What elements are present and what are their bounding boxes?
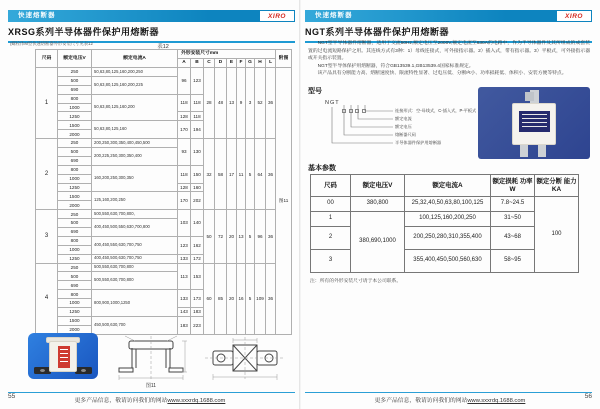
table-cell: 1000 <box>58 245 92 254</box>
table-cell: 2000 <box>58 201 92 210</box>
table-cell: 3 <box>311 250 351 273</box>
intro-paragraph: NGT型半导体保护用熔断器，符合GB13539.1,GB13539.4国家标准规定。 <box>317 63 474 69</box>
table-cell: 13 <box>237 210 246 263</box>
table-cell: 93 <box>178 139 191 166</box>
table-cell: 194 <box>191 121 204 139</box>
table-cell: 380,800 <box>351 197 405 212</box>
table-cell: 202 <box>191 192 204 210</box>
table-cell: 36 <box>266 68 276 139</box>
header-bar <box>305 10 592 22</box>
table-cell: 1500 <box>58 121 92 130</box>
table-cell: 额定电流A <box>405 175 491 197</box>
dimensions-table <box>35 49 291 335</box>
table-cell: 1250 <box>58 112 92 121</box>
header-tab-label: 快速熔断器 <box>315 12 353 19</box>
table-cell: 2 <box>311 227 351 250</box>
table-cell: 11 <box>237 139 246 210</box>
table-cell: B <box>191 59 204 68</box>
table-cell: 4 <box>36 263 58 334</box>
table-cell: 1250 <box>58 183 92 192</box>
model-code: NGT <box>325 100 340 106</box>
footer-rule <box>305 392 592 393</box>
table-cell: 450,500,630,700 <box>92 316 178 334</box>
table-cell: 00 <box>311 197 351 212</box>
footer-text <box>300 395 600 404</box>
table-cell: 36 <box>266 263 276 334</box>
table-cell: 36 <box>266 139 276 210</box>
fuse-red-label <box>58 346 70 368</box>
table-cell: H <box>255 59 266 68</box>
table-cell: 173 <box>191 290 204 308</box>
table-cell: 800 <box>58 94 92 103</box>
table-cell: 143 <box>178 308 191 317</box>
table-cell: 170 <box>178 121 191 139</box>
model-label: 半导体器件保护用熔断器 <box>395 140 442 145</box>
table-cell: 50 <box>204 210 215 263</box>
page-number: 55 <box>8 393 16 400</box>
table-cell: 500 <box>58 272 92 281</box>
table-cell: 162 <box>191 236 204 254</box>
table-cell: 123 <box>191 68 204 95</box>
table-cell: 500,550,630,700,800 <box>92 272 178 290</box>
model-label: 额定电流 <box>395 116 412 121</box>
table-cell: 800,900,1000,1250 <box>92 290 178 317</box>
brand-logo <box>260 11 294 21</box>
table-cell: 690 <box>58 228 92 237</box>
table-cell: 2000 <box>58 325 92 334</box>
table-cell: 400,450,500,550,630,700,800 <box>92 219 178 237</box>
model-labels <box>395 108 476 148</box>
table-row <box>311 175 579 197</box>
table-cell: 28 <box>204 68 215 139</box>
table-row <box>36 68 292 77</box>
table-cell: 250 <box>58 68 92 77</box>
table-cell: 7.8~24.5 <box>491 197 535 212</box>
table-cell: A <box>178 59 191 68</box>
table-cell: 额定分断 能力KA <box>535 175 579 197</box>
table-cell: 200,250,300,350,400,450,500 <box>92 139 178 148</box>
table-cell: 250 <box>58 263 92 272</box>
table-row <box>36 50 292 59</box>
brand-logo <box>557 11 591 21</box>
table-cell: 690 <box>58 281 92 290</box>
table-cell: 1500 <box>58 316 92 325</box>
fuse-blade-bottom-left <box>520 145 528 157</box>
table-cell: 400,450,550,630,700,750 <box>92 236 178 254</box>
table-cell: 1 <box>36 68 58 139</box>
table-cell: 500 <box>58 219 92 228</box>
fuse-label <box>519 111 550 132</box>
brand-logo-text: XIRO <box>565 13 583 20</box>
fuse-blade-bottom-right <box>538 145 546 157</box>
table-cell: 170 <box>178 192 191 210</box>
table-cell: 800 <box>58 236 92 245</box>
table-reference-note: (螺栓体M型快速熔断器外形安装尺寸见表12 <box>10 41 93 46</box>
table-cell: 5 <box>246 210 255 263</box>
table-cell: 160,200,250,300,350 <box>92 165 178 192</box>
page-number: 56 <box>584 393 592 400</box>
table-cell: 1250 <box>58 308 92 317</box>
table-cell: 100 <box>535 197 579 273</box>
table-cell: 183 <box>178 316 191 334</box>
table-cell: E <box>227 59 237 68</box>
table-cell: 2 <box>36 139 58 210</box>
footer-text <box>0 395 300 404</box>
fuse-top-drawing <box>203 335 287 381</box>
brand-logo-text: XIRO <box>268 13 286 20</box>
table-cell: 外形安装尺寸mm <box>178 50 276 59</box>
table-cell: 额定损耗 功率W <box>491 175 535 197</box>
table-cell: 50,63,80,125,160,200,250 <box>92 68 178 77</box>
header-bar <box>8 10 295 22</box>
table-cell: 尺码 <box>311 175 351 197</box>
table-cell: 118 <box>178 94 191 112</box>
table-cell: 31~50 <box>491 212 535 227</box>
table-cell: 50,63,80,125,160,200,225 <box>92 76 178 94</box>
table-cell: 图11 <box>276 68 292 335</box>
params-heading: 基本参数 <box>308 165 336 172</box>
table-cell: G <box>246 59 255 68</box>
table-cell: 32 <box>204 139 215 210</box>
footer-rule <box>8 392 295 393</box>
table-cell: 109 <box>255 263 266 334</box>
page-right <box>300 0 600 409</box>
table-cell: 113 <box>178 263 191 290</box>
table-cell: 50,63,80,125,160,200 <box>92 94 178 121</box>
fuse-foot-right <box>75 367 92 374</box>
table-cell: 1000 <box>58 103 92 112</box>
table-cell: 13 <box>227 68 237 139</box>
table-cell: 103 <box>178 210 191 237</box>
table-cell: 36 <box>266 210 276 263</box>
table-cell: 5 <box>246 263 255 334</box>
table-cell: 118 <box>191 94 204 112</box>
table-cell: 250 <box>58 139 92 148</box>
table-cell: 1000 <box>58 174 92 183</box>
fuse-body <box>512 103 556 145</box>
table-row <box>36 210 292 219</box>
table-cell: 800 <box>58 165 92 174</box>
intro-paragraph: 该产品具有分断能力高、熔断速度快、限流特性显著、过电压低、分断I²t小、功率损耗低、体积小、安装方便等特点。 <box>317 71 567 77</box>
intro-paragraph: NGT型半导体器件熔断器，适用于交流50Hz,额定电压至2000V,额定电流至630A的电路中，作为半导体器件及其所组成的成套装置的过电流短路保护之用。其连线方式有3种：1）母线连接式，可外接指示器。2）插入式，带有指示器。3）平板式，可外接指示器或开关指示装置。 <box>308 41 590 62</box>
page-title: XRSG系列半导体器件保护用熔断器 <box>8 25 295 43</box>
table-cell: 133 <box>178 254 191 263</box>
table-cell: 160 <box>191 183 204 192</box>
table-cell: L <box>266 59 276 68</box>
table-cell: 17 <box>227 139 237 210</box>
table-cell: 85 <box>215 263 227 334</box>
footer-url: www.sxxrdq.1688.com <box>467 398 526 404</box>
fuse-body <box>49 341 77 372</box>
table-cell: 200,225,250,300,350,400 <box>92 148 178 166</box>
table-cell: 100,125,160,200,250 <box>405 212 491 227</box>
table-cell: F <box>237 59 246 68</box>
table-cell: 500,550,630,700,800 <box>92 263 178 272</box>
product-photo-ngt <box>478 87 590 159</box>
table-cell: 3 <box>246 68 255 139</box>
footer-url: www.sxxrdq.1688.com <box>167 398 226 404</box>
table-cell: 130 <box>191 139 204 166</box>
table-cell: 133 <box>178 290 191 308</box>
footer-prefix: 更多产品信息，敬请访问我们的网站 <box>374 398 468 404</box>
table-cell: 52 <box>255 68 266 139</box>
table-cell: 额定电流A <box>92 50 178 68</box>
table-cell: D <box>215 59 227 68</box>
footer-prefix: 更多产品信息，敬请访问我们的网站 <box>74 398 168 404</box>
table-cell: 96 <box>178 68 191 95</box>
product-photo-xrsg <box>28 333 98 379</box>
table-cell: 16 <box>237 263 246 334</box>
table-cell: 250 <box>58 210 92 219</box>
table-cell: 1 <box>311 212 351 227</box>
table-cell: 3 <box>36 210 58 263</box>
table-cell: 附图 <box>276 50 292 68</box>
table-cell: 500,550,630,700,800, <box>92 210 178 219</box>
table-cell: 690 <box>58 156 92 165</box>
table-row <box>311 197 579 212</box>
table-cell: 20 <box>227 263 237 334</box>
table-cell: 1250 <box>58 254 92 263</box>
table-cell: 150 <box>191 165 204 183</box>
table-cell: 1000 <box>58 299 92 308</box>
table-cell: 800 <box>58 290 92 299</box>
header-tab-label: 快速熔断器 <box>18 12 56 19</box>
table-cell: 25,32,40,50,63,80,100,125 <box>405 197 491 212</box>
table-cell: 125,160,200,250 <box>92 192 178 210</box>
table-cell: 223 <box>191 316 204 334</box>
page-divider <box>299 0 301 409</box>
table-caption: 表12 <box>157 44 169 50</box>
table-cell: 72 <box>215 210 227 263</box>
model-label: 连接形式：空-母线式，C-插入式，P-平板式 <box>395 108 477 113</box>
table-cell: 43~68 <box>491 227 535 250</box>
table-cell: 400,450,500,630,700,750 <box>92 254 178 263</box>
table-note: 注：所有的外形安装尺寸请于本公司联系。 <box>310 279 402 284</box>
page-title: NGT系列半导体器件保护用熔断器 <box>305 25 592 43</box>
table-cell: 128 <box>178 183 191 192</box>
figure-label: 图11 <box>145 383 157 389</box>
model-label: 额定电压 <box>395 124 412 129</box>
table-cell: 183 <box>191 308 204 317</box>
table-cell: 96 <box>255 210 266 263</box>
table-cell: 58 <box>215 139 227 210</box>
table-cell: 140 <box>191 210 204 237</box>
table-cell: 118 <box>191 112 204 121</box>
model-heading: 型号 <box>308 88 322 95</box>
table-cell: 123 <box>178 236 191 254</box>
table-cell: 5 <box>246 139 255 210</box>
table-cell: 128 <box>178 112 191 121</box>
table-cell: 额定电压V <box>58 50 92 68</box>
table-cell: 64 <box>255 139 266 210</box>
table-cell: 额定电压V <box>351 175 405 197</box>
table-cell: 60 <box>204 263 215 334</box>
table-cell: 153 <box>191 263 204 290</box>
table-cell: 48 <box>215 68 227 139</box>
table-row <box>36 263 292 272</box>
table-cell: C <box>204 59 215 68</box>
table-cell: 1500 <box>58 192 92 201</box>
table-cell: 尺码 <box>36 50 58 68</box>
table-cell: 380,690,1000 <box>351 212 405 273</box>
table-cell: 355,400,450,500,560,630 <box>405 250 491 273</box>
table-cell: 200,250,280,310,355,400 <box>405 227 491 250</box>
table-cell: 50,63,80,125,160 <box>92 121 178 139</box>
table-cell: 9 <box>237 68 246 139</box>
model-leader-lines <box>325 96 395 158</box>
fuse-front-drawing <box>115 335 187 381</box>
table-cell: 500 <box>58 148 92 157</box>
table-cell: 2000 <box>58 130 92 139</box>
table-cell: 690 <box>58 85 92 94</box>
params-table <box>310 174 578 273</box>
model-label: 熔断器尺码 <box>395 132 416 137</box>
table-cell: 20 <box>227 210 237 263</box>
table-row <box>36 139 292 148</box>
intro-paragraphs <box>308 40 590 78</box>
table-cell: 58~95 <box>491 250 535 273</box>
table-cell: 172 <box>191 254 204 263</box>
table-cell: 500 <box>58 76 92 85</box>
table-cell: 118 <box>178 165 191 183</box>
